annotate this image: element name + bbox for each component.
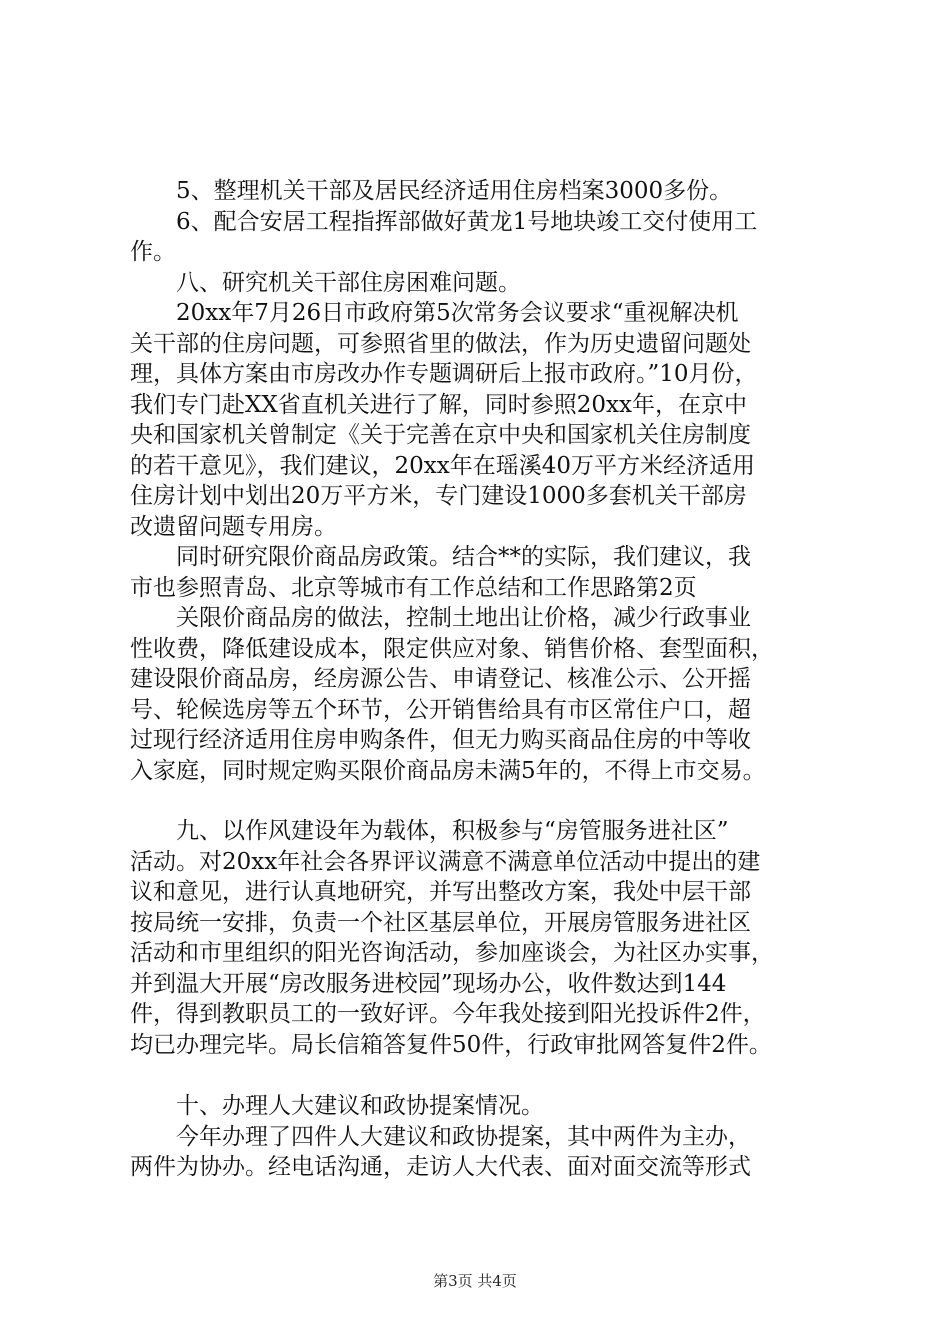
text-line: 两件为协办。经电话沟通，走访人大代表、面对面交流等形式 bbox=[130, 1154, 751, 1180]
page-number-footer: 第3页 共4页 bbox=[433, 1272, 517, 1290]
text-line: 住房计划中划出20万平方米，专门建设1000多套机关干部房 bbox=[130, 483, 747, 509]
text-line: 并到温大开展“房改服务进校园”现场办公，收件数达到144 bbox=[130, 970, 727, 997]
text-line: 议和意见，进行认真地研究，并写出整改方案，我处中层干部 bbox=[130, 879, 751, 905]
text-line: 同时研究限价商品房政策。结合**的实际，我们建议，我 bbox=[130, 544, 751, 570]
text-line: 关干部的住房问题，可参照省里的做法，作为历史遗留问题处 bbox=[130, 330, 751, 357]
text-line: 均已办理完毕。局长信箱答复件50件，行政审批网答复件2件。 bbox=[130, 1031, 772, 1058]
text-line: 入家庭，同时规定购买限价商品房未满5年的，不得上市交易。 bbox=[130, 757, 766, 784]
text-line: 的若干意见》，我们建议，20xx年在瑶溪40万平方米经济适用 bbox=[130, 452, 755, 479]
section-heading: 八、研究机关干部住房困难问题。 bbox=[130, 269, 521, 296]
text-line: 作。 bbox=[130, 239, 176, 265]
text-line: 建设限价商品房，经房源公告、申请登记、核准公示、公开摇 bbox=[130, 666, 751, 692]
text-line: 今年办理了四件人大建议和政协提案，其中两件为主办， bbox=[130, 1123, 751, 1150]
text-line: 5、整理机关干部及居民经济适用住房档案3000多份。 bbox=[130, 178, 733, 204]
text-line: 活动。对20xx年社会各界评议满意不满意单位活动中提出的建 bbox=[130, 848, 761, 875]
section-heading: 十、办理人大建议和政协提案情况。 bbox=[130, 1093, 544, 1119]
text-line: 市也参照青岛、北京等城市有工作总结和工作思路第2页 bbox=[130, 574, 697, 601]
text-line: 关限价商品房的做法，控制土地出让价格，减少行政事业 bbox=[130, 605, 751, 631]
text-line: 央和国家机关曾制定《关于完善在京中央和国家机关住房制度 bbox=[130, 422, 751, 448]
text-line: 按局统一安排，负责一个社区基层单位，开展房管服务进社区 bbox=[130, 909, 751, 936]
text-line: 20xx年7月26日市政府第5次常务会议要求“重视解决机 bbox=[130, 300, 739, 326]
text-line: 活动和市里组织的阳光咨询活动，参加座谈会，为社区办实事， bbox=[130, 940, 774, 966]
document-body bbox=[130, 176, 840, 1183]
text-line: 改遗留问题专用房。 bbox=[130, 513, 337, 540]
text-line: 理，具体方案由市房改办作专题调研后上报市政府。”10月份， bbox=[130, 361, 758, 387]
text-line: 过现行经济适用住房申购条件，但无力购买商品住房的中等收 bbox=[130, 727, 751, 753]
text-line: 我们专门赴XX省直机关进行了解，同时参照20xx年，在京中 bbox=[130, 391, 747, 418]
section-heading: 九、以作风建设年为载体，积极参与“房管服务进社区” bbox=[130, 818, 729, 844]
text-line: 件，得到教职员工的一致好评。今年我处接到阳光投诉件2件， bbox=[130, 1001, 766, 1027]
text-line: 6、配合安居工程指挥部做好黄龙1号地块竣工交付使用工 bbox=[130, 208, 758, 235]
text-line: 号、轮候选房等五个环节，公开销售给具有市区常住户口，超 bbox=[130, 696, 751, 723]
text-line: 性收费，降低建设成本，限定供应对象、销售价格、套型面积， bbox=[130, 635, 774, 662]
